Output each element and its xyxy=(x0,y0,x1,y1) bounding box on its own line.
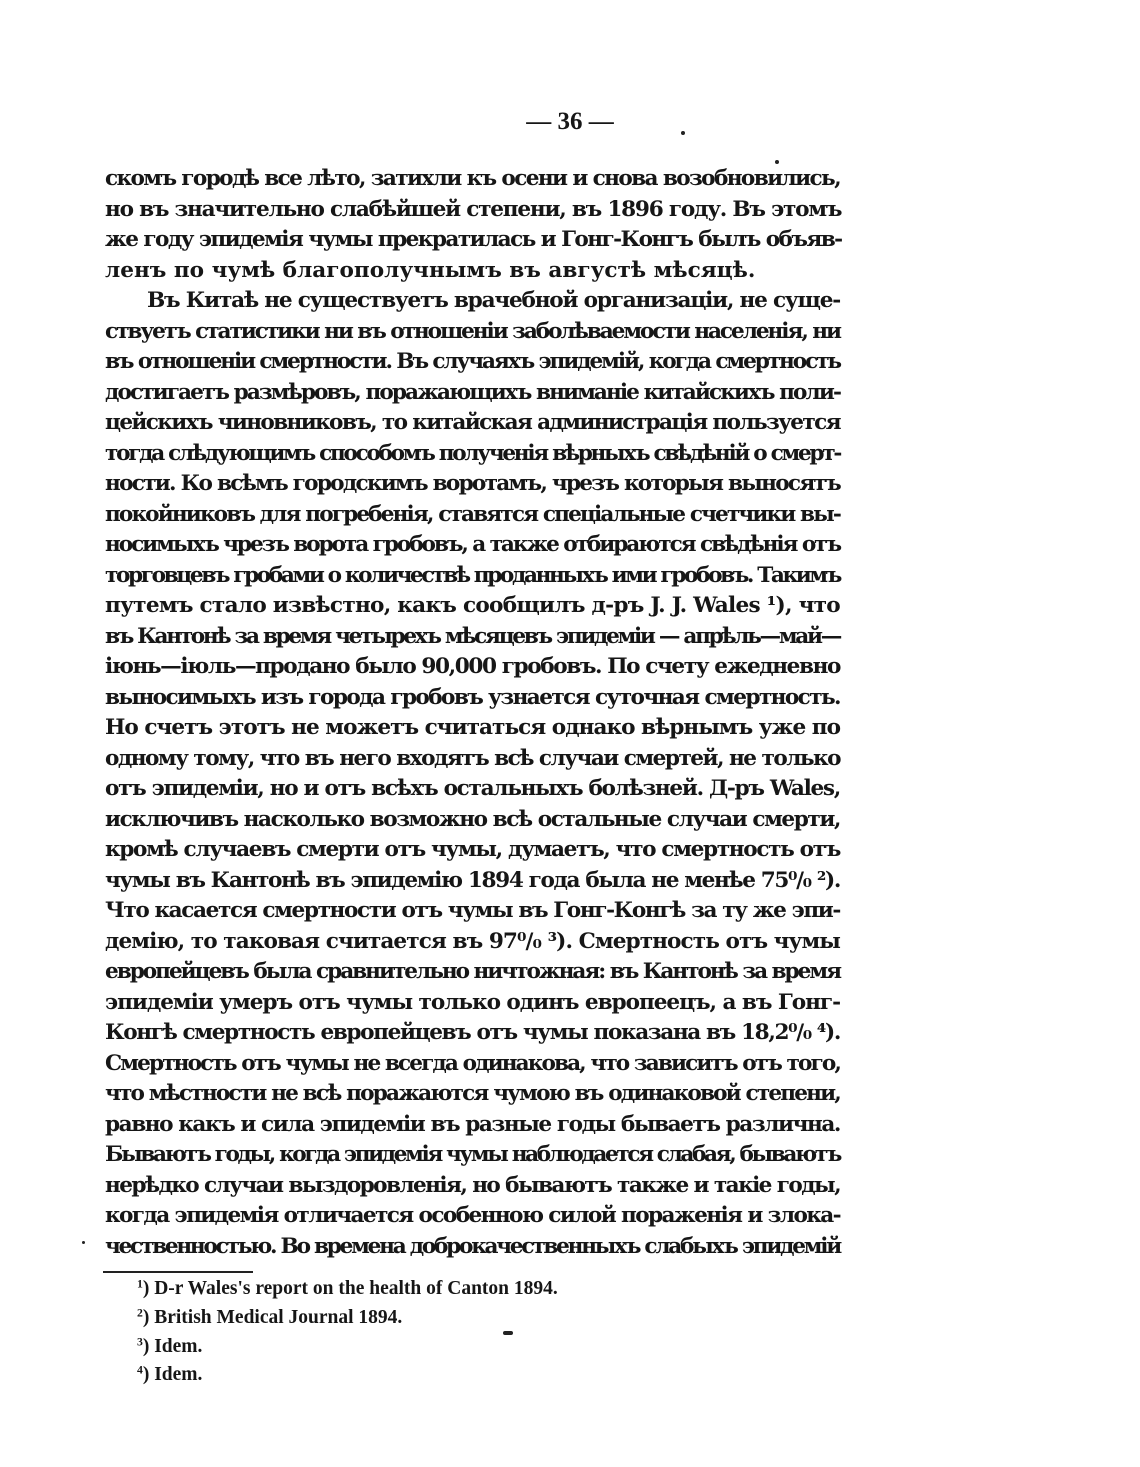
footnotes xyxy=(137,1275,837,1390)
text-line: демію, то таковая считается въ 97⁰/₀ ³). Смертность отъ чумы xyxy=(105,928,840,954)
footnote xyxy=(137,1275,837,1304)
text-line: въ Кантонѣ за время четырехъ мѣсяцевъ эпидеміи — апрѣль—май— xyxy=(105,623,840,649)
footnote-text: ) British Medical Journal 1894. xyxy=(142,1306,403,1328)
text-line: ствуетъ статистики ни въ отношеніи заболѣваемости населенія, ни xyxy=(105,318,840,344)
scan-speck xyxy=(503,1331,513,1335)
footnote-mark: 2 xyxy=(137,1306,143,1320)
page-number: — 36 — xyxy=(526,108,614,135)
footnote xyxy=(137,1361,837,1390)
text-line: же году эпидемія чумы прекратилась и Гонг-Конгъ былъ объяв- xyxy=(105,227,842,252)
footnote-mark: 1 xyxy=(137,1277,143,1291)
footnote xyxy=(137,1333,837,1362)
text-line: кромѣ случаевъ смерти отъ чумы, думаетъ, что смертность отъ xyxy=(105,837,840,862)
text-line: цейскихъ чиновниковъ, то китайская администрація пользуется xyxy=(105,410,840,435)
text-line: путемъ стало извѣстно, какъ сообщилъ д-ръ J. J. Wales ¹), что xyxy=(105,593,840,618)
text-line: когда эпидемія отличается особенною силой пораженія и злока- xyxy=(105,1203,840,1228)
text-line: достигаетъ размѣровъ, поражающихъ вниманіе китайскихъ поли- xyxy=(105,379,840,405)
text-line: торговцевъ гробами о количествѣ проданныхъ ими гробовъ. Такимъ xyxy=(105,562,840,588)
footnote-mark: 4 xyxy=(137,1363,143,1377)
text-line: чумы въ Кантонѣ въ эпидемію 1894 года была не менѣе 75⁰/₀ ²). xyxy=(105,867,840,893)
text-line: но въ значительно слабѣйшей степени, въ 1896 году. Въ этомъ xyxy=(105,196,842,222)
text-line: покойниковъ для погребенія, ставятся спеціальные счетчики вы- xyxy=(105,501,840,527)
scan-speck xyxy=(681,131,685,135)
scan-speck xyxy=(775,160,779,164)
text-line: ленъ по чумѣ благополучнымъ въ августѣ мѣсяцѣ. xyxy=(105,257,756,283)
footnote xyxy=(137,1304,837,1333)
text-line: Что касается смертности отъ чумы въ Гонг-Конгѣ за ту же эпи- xyxy=(105,898,840,923)
text-line: въ отношеніи смертности. Въ случаяхъ эпидемій, когда смертность xyxy=(105,349,840,374)
footnote-mark: 3 xyxy=(137,1335,143,1349)
body-text xyxy=(105,164,840,1262)
text-line: Конгѣ смертность европейцевъ отъ чумы показана въ 18,2⁰/₀ ⁴). xyxy=(105,1020,840,1045)
text-line: іюнь—іюль—продано было 90,000 гробовъ. По счету ежедневно xyxy=(105,654,840,679)
text-line: ности. Ко всѣмъ городскимъ воротамъ, чрезъ которыя выносятъ xyxy=(105,471,840,496)
text-line: чественностью. Во времена доброкачественныхъ слабыхъ эпидемій xyxy=(105,1233,840,1259)
text-line: Смертность отъ чумы не всегда одинакова, что зависитъ отъ того, xyxy=(105,1050,840,1076)
text-line: исключивъ насколько возможно всѣ остальные случаи смерти, xyxy=(105,806,840,832)
scan-speck xyxy=(82,1241,85,1244)
text-line: выносимыхъ изъ города гробовъ узнается суточная смертность. xyxy=(105,684,840,710)
text-line: равно какъ и сила эпидеміи въ разные годы бываетъ различна. xyxy=(105,1111,840,1137)
text-line: Въ Китаѣ не существуетъ врачебной организаціи, не суще- xyxy=(147,288,840,313)
text-line: одному тому, что въ него входятъ всѣ случаи смертей, не только xyxy=(105,745,840,771)
text-line: европейцевъ была сравнительно ничтожная: въ Кантонѣ за время xyxy=(105,959,840,984)
text-line: нерѣдко случаи выздоровленія, но бываютъ также и такіе годы, xyxy=(105,1172,840,1198)
text-line: отъ эпидеміи, но и отъ всѣхъ остальныхъ болѣзней. Д-ръ Wales, xyxy=(105,776,840,801)
footnote-text: ) D-r Wales's report on the health of Canton 1894. xyxy=(142,1278,558,1299)
text-line: Но счетъ этотъ не можетъ считаться однако вѣрнымъ уже по xyxy=(105,715,840,740)
footnote-text: ) Idem. xyxy=(142,1335,203,1357)
text-line: эпидеміи умеръ отъ чумы только одинъ европеецъ, а въ Гонг- xyxy=(105,989,840,1015)
footnote-text: ) Idem. xyxy=(142,1364,203,1386)
text-line: тогда слѣдующимъ способомъ полученія вѣрныхъ свѣдѣній о смерт- xyxy=(105,440,840,466)
text-line: Бываютъ годы, когда эпидемія чумы наблюдается слабая, бываютъ xyxy=(105,1142,840,1167)
text-line: носимыхъ чрезъ ворота гробовъ, а также отбираются свѣдѣнія отъ xyxy=(105,532,840,557)
footnote-divider xyxy=(103,1271,253,1273)
text-line: скомъ городѣ все лѣто, затихли къ осени и снова возобновились, xyxy=(105,166,840,191)
text-line: что мѣстности не всѣ поражаются чумою въ одинаковой степени, xyxy=(105,1081,840,1106)
